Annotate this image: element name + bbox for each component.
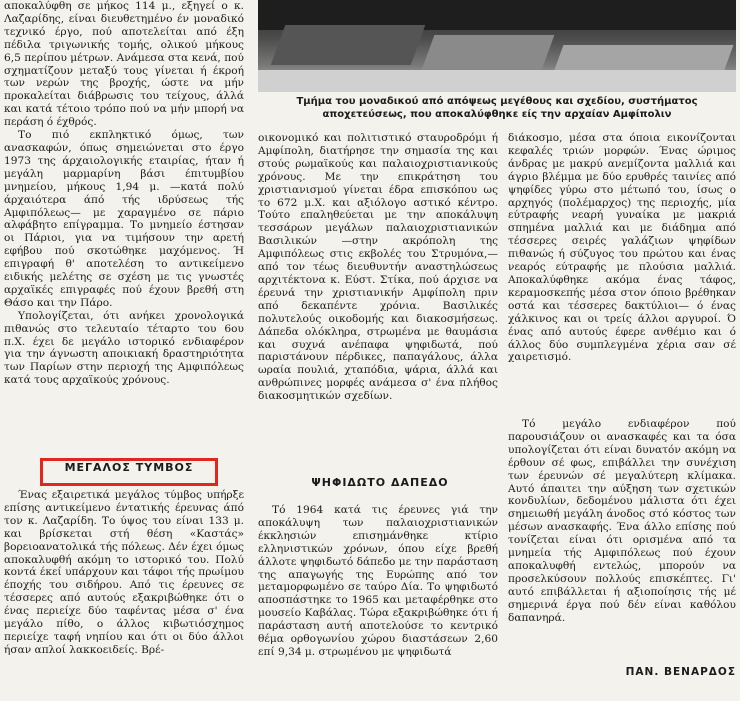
author-signature: ΠΑΝ. ΒΕΝΑΡΔΟΣ (625, 666, 736, 678)
column-2-top (258, 132, 498, 403)
section-subheading: ΨΗΦΙΔΩΤΟ ΔΑΠΕΔΟ (311, 476, 449, 489)
column-1-bottom (4, 489, 244, 657)
column-3-bottom (508, 418, 736, 625)
excavation-photo (258, 0, 736, 92)
paragraph: Το πιό εκπληκτικό όμως, των ανασκαφών, όπως σημειώνεται στο έργο 1973 της άρχαιολογικής εταιρίας, ήταν ή μεγάλη μαρμαρίνη βάσι έπιτυμβίου μνημείου, μήκους 1,94 μ. —κατά πολύ άρχαιότερα άπό τής ιδρύσεως τής Αμφιπόλεως— με χαραγμένο σε πάριο αλφάβητο επίγραμμα. Το μνημείο έστησαν οι Πάριοι, για να τιμήσουν την αρετή εφήβου πού σκοτώθηκε μαχόμενος. Ή επιγραφή θ' αποτελέση το αντικείμενο ειδικής μελέτης σε σχέση με τις γνωστές αρχαϊκές επιγραφές πού έχουν βρεθή στη Θάσο και την Πάρο. (4, 129, 244, 309)
column-1-top (4, 0, 244, 387)
paragraph: Ένας εξαιρετικά μεγάλος τύμβος υπήρξε επίσης αντικείμενο έντατικής έρευνας άπό τον κ. Λαζαρίδη. Το ύψος του είναι 133 μ. και βρίσκεται στή θέση «Καστάς» βορειοανατολικά τής πόλεως. Δέν έχει όμως αποκαλυφθή ακόμη το ιστορικό του. Πολύ κοντά έκεί υπάρχουν και τάφοι τής πρωίμου έποχής του σιδήρου. Από τις έρευνες σε τέσσερες από αυτούς εξακριβώθηκε ότι ο ένας περιείχε δύο ταφέντας μέσα σ' ένα μεγάλο πίθο, ο άλλος κιβωτιόσχημος περιείχε ταφή νηπίου και ότι οι δύο άλλοι ήσαν απλοί λακκοειδείς. Βρέ- (4, 489, 244, 656)
photo-caption: Τμήμα του μοναδικού από απόψεως μεγέθους και σχεδίου, συστήματος αποχετεύσεως, που αποκαλύφθηκε είς την αρχαίαν Αμφίπολιν (296, 96, 698, 120)
paragraph: διάκοσμο, μέσα στα όποια εικονίζονται κεφαλές τριών μορφών. Ένας ώριμος άνδρας με μακρύ ανεμίζοντα μαλλιά και άγριο βλέμμα με δύο ερυθρές ταινίες από ψηφίδες γύρω στο μέτωπό του, ίσως ο αρχηγός (πολέμαρχος) της περιοχής, μία εύτραφής νεαρή γυναίκα με μακριά σπημένα μαλλιά και με διάδημα από τέσσερες σειρές γαλάζιων ψηφίδων πιθανώς ή σύζυγος του πρώτου και ένας νεαρός εύτραφής με πλούσια μαλλιά. Αποκαλύφθηκε ακόμα ένας τάφος, κεραμοσκεπής μέσα στον όποιο βρέθηκαν οστά και τέσσερες δακτύλιοι— ό ένας χάλκινος και οι τρείς άλλοι αργυροί. Ό ένας από αυτούς έφερε ανθέμιο και ό άλλος δύο συμπλεγμένα χέρια σαν σέ χαιρετισμό. (508, 132, 736, 364)
column-2-bottom (258, 504, 498, 659)
paragraph: Τό 1964 κατά τις έρευνες γιά την αποκάλυψη των παλαιοχριστιανικών έκκλησιών επισημάνθηκε κτίριο ελληνιστικών χρόνων, όπου είχε βρεθή άλλοτε ψηφιδωτό δάπεδο με την παράσταση της απαγωγής της Ευρώπης από τον μεταμορφωμένο σε ταύρο Δία. Το ψηφιδωτό αποσπάστηκε το 1965 και μεταφέρθηκε στο μουσείο Καβάλας. Τώρα εξακριβώθηκε ότι ή παράσταση αυτή αποτελούσε το κεντρικό θέμα ορθογωνίου χώρου διαστάσεων 2,60 επί 9,34 μ. στρωμένου με ψηφιδωτά (258, 504, 498, 658)
paragraph: Υπολογίζεται, ότι ανήκει χρονολογικά πιθανώς στο τελευταίο τέταρτο του 6ου π.Χ. έχει δε μεγάλο ιστορικό ενδιαφέρον για την άγνωστη αποικιακή δραστηριότητα των Παρίων στην περιοχή της Αμφιπόλεως κατά τους αρχαϊκούς χρόνους. (4, 309, 244, 387)
section-heading: ΜΕΓΑΛΟΣ ΤΥΜΒΟΣ (64, 461, 194, 474)
column-3-top (508, 132, 736, 364)
paragraph: Τό μεγάλο ενδιαφέρον πού παρουσιάζουν οι ανασκαφές και τα όσα υπολογίζεται ότι είναι δυνατόν ακόμη να έρθουν σέ φως, επιβάλλει την συνέχιση των έρευνών σέ μεγαλύτερη κλίμακα. Αυτό άπαιτει την αύξηση των σχετικών κονδυλίων, δεδομένου μάλιστα ότι έχει σημειωθή μεγάλη άνοδος στό κόστος των μέσων ανασκαφής. Ένα άλλο επίσης πού τονίζεται είναι ότι ορισμένα από τα μνημεία τής Αμφιπόλεως πού έχουν αποκαλυφθή εντελώς, μπορούν να προσελκύσουν πολλούς επισκέπτες. Γι' αυτό επιβάλλεται ή αξιοποίησις τής μέ σημερινά έργα πού δέν είναι καθόλου δαπανηρά. (508, 418, 736, 624)
paragraph: οικονομικό και πολιτιστικό σταυροδρόμι ή Αμφίπολη, διατήρησε την σημασία της και στούς ρωμαϊκούς και παλαιοχριστιανικούς χρόνους. Με την επικράτηση του χριστιανισμού γίνεται έδρα επισκόπου ως το 672 μ.Χ. και αξιόλογο αστικό κέντρο. Τούτο επαληθεύεται με την αποκάλυψη τεσσάρων μεγάλων παλαιοχριστιανικών Βασιλικών —στην ακρόπολη της Αμφιπόλεως στις εκβολές του Στρυμόνα,— από τον τέως διευθυντήν αναστηλώσεως αρχιτέκτονα κ. Εύστ. Στίκα, πού άρχισε να έρευνά την χριστιανικήν Αμφίπολη πριν από δεκαπέντε χρόνια. Βασιλικές πολυτελούς οικοδομής και διακοσμήσεως. Δάπεδα ολόκληρα, στρωμένα με θαυμάσια και συχνά ανέπαφα ψηφιδωτά, πού παριστάνουν πέρδικες, παπαγάλους, άλλα ωραία πουλιά, χταπόδια, ψάρια, άλλά και ανθρώπινες μορφές ανάμεσα σ' ένα πλήθος διακοσμητικών σχεδίων. (258, 132, 498, 403)
paragraph: αποκαλύφθη σε μήκος 114 μ., εξηγεί ο κ. Λαζαρίδης, είναι διευθετημένο έν μοναδικό τεχνικό έργο, πού αποτελείται από έξη πέδιλα τριγωνικής τομής, ολικού μήκους 6,5 περίπου μέτρων. Ανάμεσα στα κενά, πού σχηματίζουν μεταξύ τους γίνεται ή έκροή των νερών της βροχής, ώστε να μήν προκαλείται διάβρωσις του τείχους, άλλά και κατά τέτοιο τρόπο πού να μήν μπορή να περάση ό έχθρός. (4, 0, 244, 129)
